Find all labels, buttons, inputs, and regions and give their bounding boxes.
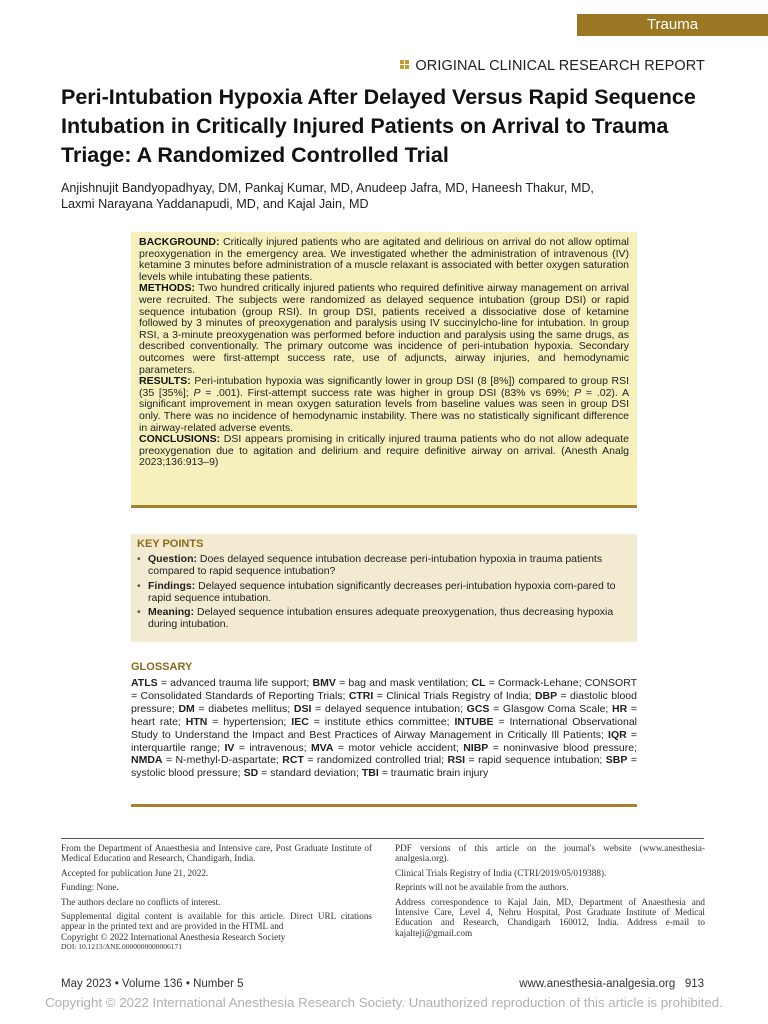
bullet-icon: • [137, 579, 141, 592]
glossary-term-definition: = diabetes mellitus; [194, 702, 294, 715]
conclusions-label: CONCLUSIONS: [139, 433, 221, 446]
glossary-term-abbr: CL [471, 677, 486, 689]
methods-text: Two hundred critically injured patients who required definitive airway management on arrival were recruited. The subjects were randomized as delayed sequence intubation (group DSI) or rapid sequence intubation (group RSI). In group DSI, patients received a dissociative dose of ketamine followed by 3 minutes of preoxygenation and paralysis using IV succinylcho-line for intubation. In group RSI, a 3-minute preoxygenation was performed before induction and paralysis using the same drugs, as described conventionally. The primary outcome was incidence of peri-intubation hypoxia. Secondary outcomes were first-attempt success rate, use of adjuncts, airway injuries, and hemodynamic parameters. [139, 282, 629, 376]
glossary-term-definition: = rapid sequence intubation; [465, 754, 606, 767]
abstract-results [139, 376, 629, 434]
footnotes-left-column [61, 843, 372, 957]
glossary-term-definition: = traumatic brain injury [378, 767, 489, 780]
results-text-c: = .02). A significant improvement in mean oxygen saturation levels from baseline values was seen in group DSI only. There was no incidence of hemodynamic instability. There was no statistically significant difference in airway-related adverse events. [139, 386, 629, 434]
key-point-text: Delayed sequence intubation significantly decreases peri-intubation hypoxia com-pared to rapid sequence intubation. [148, 579, 616, 604]
glossary-term-definition: = standard deviation; [258, 767, 362, 780]
article-title: Peri-Intubation Hypoxia After Delayed Versus Rapid Sequence Intubation in Critically Injured Patients on Arrival to Trauma Triage: A Randomized Controlled Trial [61, 85, 696, 167]
glossary-term-definition: = intravenous; [234, 741, 311, 754]
glossary-term-abbr: MVA [310, 741, 334, 754]
glossary-term-definition: = bag and mask ventilation; [335, 677, 472, 689]
glossary-term-abbr: CTRI [348, 689, 374, 702]
copyright-banner: Copyright © 2022 International Anesthesia Research Society. Unauthorized reproduction of this article is prohibited. [45, 995, 723, 1010]
glossary-term-abbr: BMV [312, 677, 336, 689]
journal-section-tab: Trauma [577, 14, 768, 36]
glossary-term-definition: = Cormack-Lehane; CONSORT = Consolidated Standards of Reporting Trials; [131, 677, 638, 702]
key-point-label: Question: [148, 553, 197, 565]
glossary-term-abbr: NMDA [131, 754, 163, 767]
glossary-term-abbr: RSI [447, 754, 466, 767]
page-number: 913 [684, 978, 704, 990]
glossary-term-abbr: HR [612, 702, 628, 715]
glossary-term-abbr: GCS [466, 702, 490, 715]
correspondence-note: Address correspondence to Kajal Jain, MD, Department of Anaesthesia and Intensive Care, Level 4, Nehru Hospital, Post Graduate Institute of Medical Education and Research, Chandigarh 160012, India. Address e-mail to kajalteji@gmail.com [395, 896, 705, 938]
background-text: Critically injured patients who are agitated and delirious on arrival do not allow optimal preoxygenation in the emergency area. We investigated whether the administration of intravenous (IV) ketamine 3 minutes before administration of a muscle relaxant is associated with better oxygen saturation levels while intubating these patients. [139, 236, 629, 283]
abstract-background [139, 237, 629, 283]
abstract-conclusions [139, 434, 629, 469]
page-footer [61, 978, 704, 990]
doi-note: DOI: 10.1213/ANE.0000000000006171 [61, 942, 183, 952]
author-line-1: Anjishnujit Bandyopadhyay, DM, Pankaj Kumar, MD, Anudeep Jafra, MD, Haneesh Thakur, MD, [61, 181, 594, 195]
glossary-term-definition: = Clinical Trials Registry of India; [373, 689, 535, 702]
methods-label: METHODS: [139, 282, 195, 295]
glossary-term-definition: = delayed sequence intubation; [311, 702, 467, 715]
key-point-text: Delayed sequence intubation ensures adequate preoxygenation, thus decreasing hypoxia during intubation. [148, 606, 614, 630]
glossary-term-abbr: RCT [282, 754, 304, 767]
glossary-term-abbr: HTN [185, 715, 208, 728]
glossary-term-definition: = interquartile range; [131, 728, 637, 754]
key-point-label: Meaning: [148, 606, 195, 618]
results-text-b: = .001). First-attempt success rate was higher in group DSI (83% vs 69%; [200, 386, 575, 399]
footnotes-right-column [395, 843, 705, 942]
funding-note: Funding: None. [61, 882, 119, 893]
glossary-term-abbr: INTUBE [454, 715, 494, 728]
accepted-date-note: Accepted for publication June 21, 2022. [61, 867, 209, 878]
glossary-term-abbr: IEC [291, 715, 309, 728]
copyright-note: Copyright © 2022 International Anesthesia Research Society [61, 931, 286, 942]
footer-right [519, 978, 704, 990]
bullet-icon: • [137, 606, 141, 618]
glossary-term-abbr: NIBP [463, 741, 489, 754]
journal-website: www.anesthesia-analgesia.org [519, 978, 676, 990]
abstract-methods [139, 283, 629, 376]
glossary-term-abbr: SBP [605, 754, 628, 767]
pdf-note: PDF versions of this article on the journal's website (www.anesthesia-analgesia.org). [395, 843, 705, 864]
glossary-term-abbr: IQR [608, 728, 627, 741]
key-point-text: Does delayed sequence intubation decrease peri-intubation hypoxia in trauma patients compared to rapid sequence intubation? [148, 553, 603, 577]
glossary-term-definition: = Glasgow Coma Scale; [489, 702, 613, 715]
glossary-term-definition: = diastolic blood pressure; [131, 689, 637, 715]
abstract-box [131, 232, 637, 508]
glossary-divider [131, 804, 637, 807]
issue-info: May 2023 • Volume 136 • Number 5 [61, 978, 244, 990]
registry-note: Clinical Trials Registry of India (CTRI/2019/05/019388). [395, 867, 607, 878]
glossary-term-definition: = N-methyl-D-aspartate; [162, 754, 283, 767]
glossary-text [131, 677, 637, 780]
glossary-term-abbr: ATLS [131, 677, 158, 689]
glossary-term-definition: = hypertension; [207, 715, 292, 728]
glossary-term-definition: = International Observational Study to Understand the Impact and Best Practices of Airway Management in Critically Ill Patients; [131, 715, 637, 741]
key-point-item [137, 606, 630, 630]
p-value-symbol: P [193, 386, 201, 399]
author-line-2: Laxmi Narayana Yaddanapudi, MD, and Kajal Jain, MD [61, 196, 369, 211]
glossary-term-definition: = heart rate; [131, 702, 637, 728]
glossary-term-abbr: DSI [293, 702, 312, 715]
key-point-label: Findings: [148, 579, 196, 592]
article-type-label [400, 58, 705, 74]
glossary-term-definition: = randomized controlled trial; [303, 754, 448, 767]
conflicts-note: The authors declare no conflicts of interest. [61, 896, 221, 907]
conclusions-text: DSI appears promising in critically injured trauma patients who do not allow adequate preoxygenation due to agitation and delirium and require definitive airway on arrival. [139, 433, 629, 457]
p-value-symbol: P [574, 386, 582, 399]
key-points-box [131, 534, 637, 642]
glossary-term-abbr: TBI [361, 767, 379, 780]
glossary-term-abbr: DBP [534, 689, 558, 702]
key-points-list [137, 553, 630, 630]
glossary-term-definition: = motor vehicle accident; [333, 741, 464, 754]
glossary-term-abbr: SD [243, 767, 259, 780]
glossary-term-abbr: DM [178, 702, 195, 715]
key-point-item [137, 553, 630, 577]
bullet-icon: • [137, 553, 141, 565]
supplemental-note: Supplemental digital content is available for this article. Direct URL citations appear in the printed text and are provided in the HTML and [61, 911, 372, 932]
glossary-term-definition: = systolic blood pressure; [131, 754, 637, 780]
results-label: RESULTS: [139, 375, 191, 388]
glossary-term-definition: = noninvasive blood pressure; [488, 741, 637, 754]
background-label: BACKGROUND: [139, 236, 220, 248]
glossary-term-definition: = institute ethics committee; [308, 715, 455, 728]
glossary-heading: GLOSSARY [131, 661, 193, 673]
glossary-term-definition: = advanced trauma life support; [157, 677, 313, 689]
glossary-term-abbr: IV [224, 741, 235, 754]
footnote-divider [61, 838, 704, 839]
affiliation-note: From the Department of Anaesthesia and Intensive care, Post Graduate Institute of Medical Education and Research, Chandigarh, India. [61, 843, 372, 864]
key-points-heading: KEY POINTS [137, 538, 204, 550]
article-type-text: ORIGINAL CLINICAL RESEARCH REPORT [415, 58, 705, 74]
grid-squares-icon [400, 60, 409, 69]
key-point-item [137, 580, 630, 604]
results-text-a: Peri-intubation hypoxia was significantly lower in group DSI (8 [8%]) compared to group RSI (35 [35%]; [139, 375, 629, 399]
abstract-citation: (Anesth Analg 2023;136:913–9) [139, 444, 629, 469]
reprints-note: Reprints will not be available from the authors. [395, 882, 569, 893]
author-list [61, 181, 711, 212]
